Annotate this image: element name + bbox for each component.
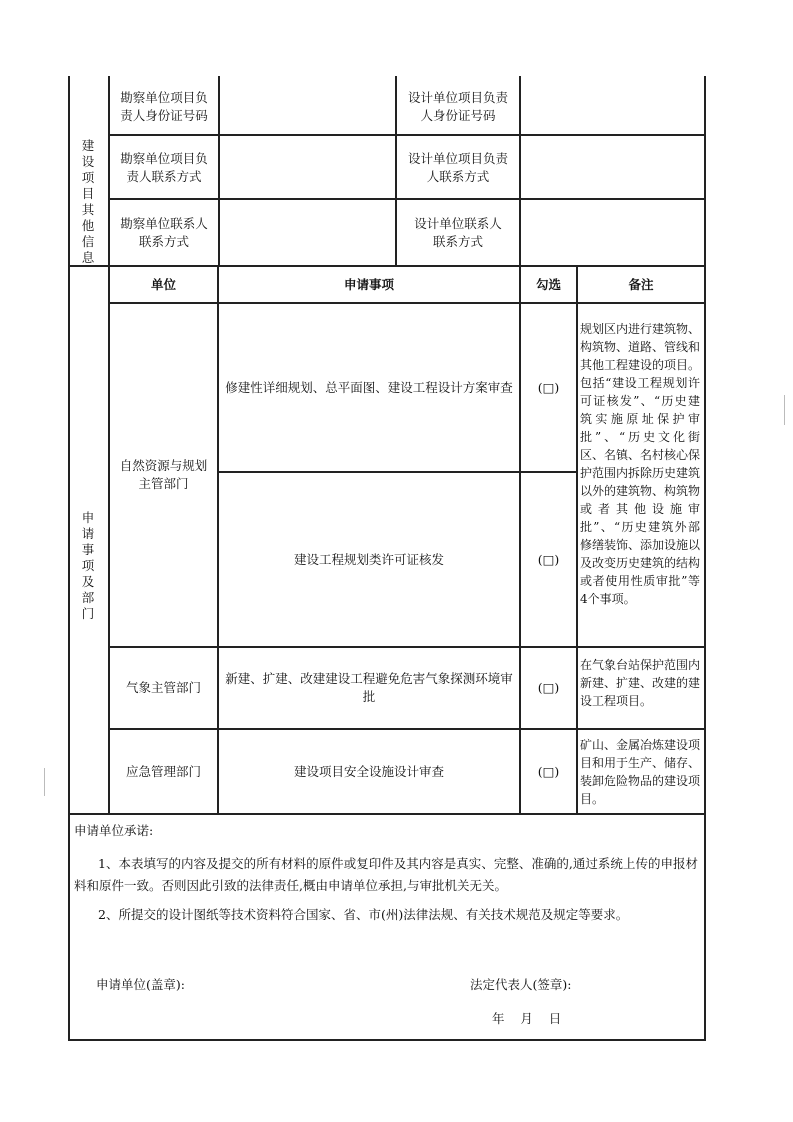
table-divider (108, 134, 706, 136)
field-survey-leader-id[interactable] (222, 80, 393, 134)
remark-emergency: 矿山、金属冶炼建设项目和用于生产、储存、装卸危险物品的建设项目。 (580, 738, 701, 806)
dept-emergency: 应急管理部门 (125, 763, 201, 779)
table-divider (217, 266, 219, 814)
item-permit: 建设工程规划类许可证核发 (293, 551, 444, 567)
field-design-leader-id[interactable] (523, 80, 702, 134)
date-label: 年 月 日 (492, 1011, 562, 1026)
table-divider (519, 76, 521, 266)
checkbox-plan-review[interactable]: (□) (537, 379, 560, 395)
item-weather: 新建、扩建、改建建设工程避免危害气象探测环境审批 (225, 671, 513, 704)
header-remark: 备注 (628, 276, 654, 292)
table-divider (108, 198, 706, 200)
section-title-other-info: 建设项目其他信息 (81, 138, 95, 265)
field-design-contact[interactable] (523, 202, 702, 264)
item-safety: 建设项目安全设施设计审查 (293, 763, 444, 779)
checkbox-permit[interactable]: (□) (537, 551, 560, 567)
label-survey-leader-contact: 勘察单位项目负责人联系方式 (120, 151, 208, 184)
header-check: 勾选 (535, 276, 561, 292)
dept-natural-resources: 自然资源与规划主管部门 (119, 458, 208, 491)
legal-rep-sign-label: 法定代表人(签章): (470, 977, 572, 992)
applicant-seal-label: 申请单位(盖章): (96, 977, 185, 992)
remark-meteorology: 在气象台站保护范围内新建、扩建、改建的建设工程项目。 (580, 658, 701, 708)
label-design-leader-contact: 设计单位项目负责人联系方式 (407, 151, 508, 184)
table-border-left (68, 76, 70, 1041)
item-plan-review: 修建性详细规划、总平面图、建设工程设计方案审查 (225, 379, 513, 395)
table-divider (68, 813, 706, 815)
table-divider (395, 76, 397, 266)
field-survey-leader-contact[interactable] (222, 138, 393, 198)
remark-natural-resources: 规划区内进行建筑物、构筑物、道路、管线和其他工程建设的项目。包括“建设工程规划许可证核发”、“历史建筑实施原址保护审批”、“历史文化街区、名镇、名村核心保护范围内拆除历史建筑以外的建筑物、构筑物或者其他设施审批”、“历史建筑外部修缮装饰、添加设施以及改变历史建筑的结构或者使用性质审批”等4个事项。 (580, 322, 701, 606)
scan-mark (784, 395, 785, 425)
promise-paragraph-1: 1、本表填写的内容及提交的所有材料的原件或复印件及其内容是真实、完整、准确的,通过系统上传的申报材料和原件一致。否则因此引致的法律责任,概由申请单位承担,与审批机关无关。 (74, 856, 698, 893)
field-design-leader-contact[interactable] (523, 138, 702, 198)
label-design-leader-id: 设计单位项目负责人身份证号码 (407, 90, 508, 123)
table-divider (576, 266, 578, 814)
dept-meteorology: 气象主管部门 (125, 680, 201, 695)
promise-title: 申请单位承诺: (74, 823, 154, 838)
header-unit: 单位 (150, 276, 176, 292)
table-border-right (704, 76, 706, 1041)
table-border-bottom (68, 1039, 706, 1041)
label-survey-leader-id: 勘察单位项目负责人身份证号码 (120, 90, 208, 123)
label-survey-contact: 勘察单位联系人联系方式 (120, 216, 208, 249)
table-divider (218, 76, 220, 266)
scan-mark (44, 768, 45, 796)
table-divider (108, 76, 110, 814)
field-survey-contact[interactable] (222, 202, 393, 264)
section-title-application: 申请事项及部门 (81, 510, 95, 621)
checkbox-weather[interactable]: (□) (537, 680, 560, 695)
header-item: 申请事项 (343, 276, 394, 292)
label-design-contact: 设计单位联系人联系方式 (414, 216, 502, 249)
checkbox-safety[interactable]: (□) (537, 763, 560, 779)
promise-paragraph-2: 2、所提交的设计图纸等技术资料符合国家、省、市(州)法律法规、有关技术规范及规定等要求。 (98, 907, 629, 922)
